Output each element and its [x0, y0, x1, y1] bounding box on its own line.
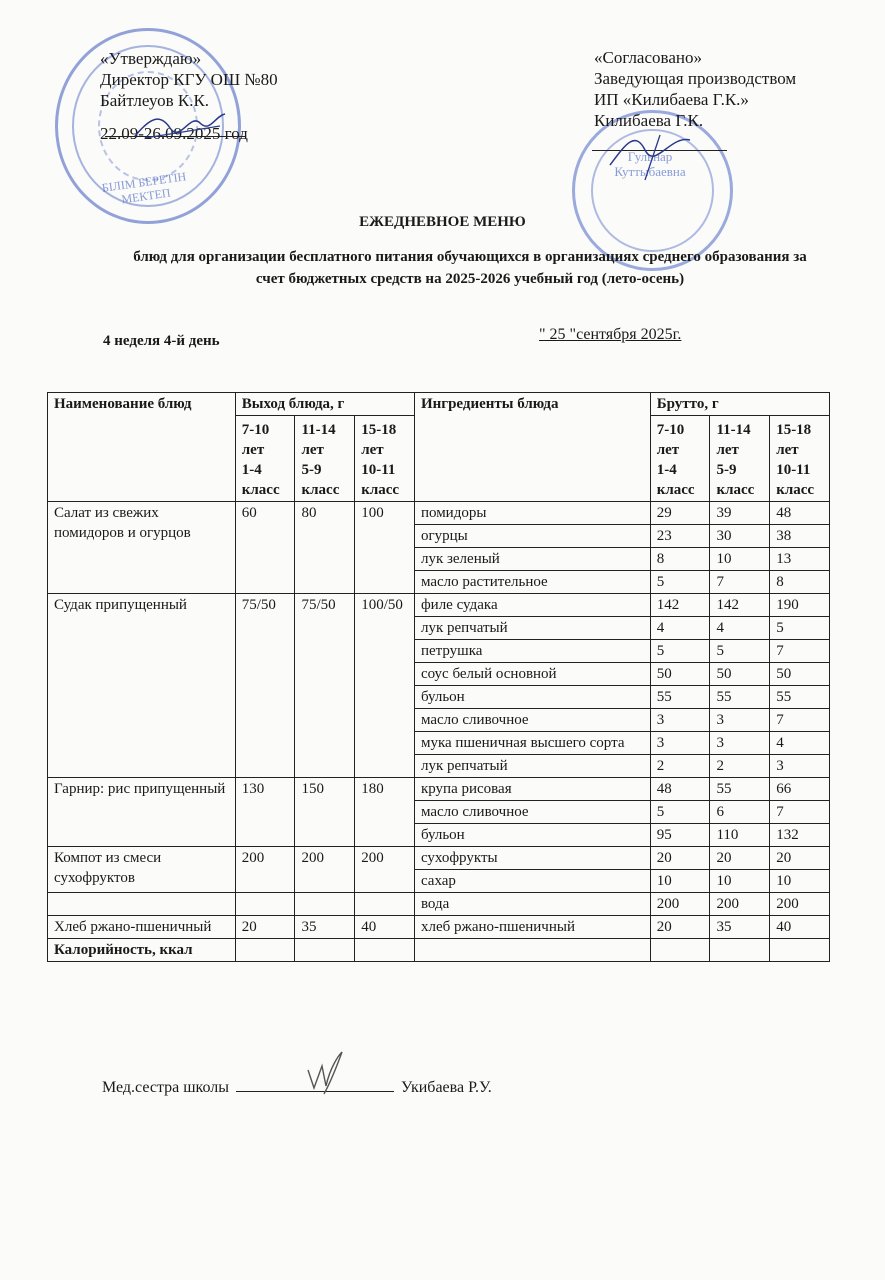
ingredient-gross: 4 — [770, 732, 830, 755]
ingredient-name: соус белый основной — [414, 663, 650, 686]
dish-name: Компот из смеси сухофруктов — [48, 847, 236, 893]
menu-table — [47, 392, 830, 962]
ingredient-gross: 5 — [710, 640, 770, 663]
header-age-line: класс — [301, 482, 340, 498]
dish-output: 75/50 — [235, 594, 295, 778]
agreement-block — [594, 47, 796, 131]
table-row — [48, 916, 830, 939]
header-age-group — [710, 416, 770, 502]
ingredient-gross: 7 — [770, 640, 830, 663]
ingredient-gross: 50 — [770, 663, 830, 686]
header-age-line: класс — [361, 482, 400, 498]
ingredient-gross: 48 — [650, 778, 710, 801]
header-age-line: 11-14 — [301, 422, 336, 438]
ingredient-gross: 3 — [650, 732, 710, 755]
approval-signature-icon — [130, 108, 230, 143]
ingredient-gross: 55 — [650, 686, 710, 709]
document-title: ЕЖЕДНЕВНОЕ МЕНЮ — [359, 214, 526, 230]
header-age-group — [295, 416, 355, 502]
ingredient-gross: 2 — [650, 755, 710, 778]
ingredient-gross: 7 — [710, 571, 770, 594]
ingredient-gross: 55 — [710, 778, 770, 801]
header-dish-name: Наименование блюд — [48, 393, 236, 502]
calories-value — [710, 939, 770, 962]
dish-output: 60 — [235, 502, 295, 594]
ingredient-name: лук репчатый — [414, 617, 650, 640]
agreement-line: ИП «Килибаева Г.К.» — [594, 90, 749, 109]
nurse-signature-icon — [300, 1048, 350, 1098]
approval-line: «Утверждаю» — [100, 49, 202, 68]
dish-output: 130 — [235, 778, 295, 847]
header-age-line: лет — [656, 442, 680, 458]
dish-output: 40 — [355, 916, 415, 939]
agreement-line: «Согласовано» — [594, 48, 702, 67]
header-age-line: 7-10 — [656, 422, 685, 438]
ingredient-gross: 8 — [650, 548, 710, 571]
ingredient-gross: 29 — [650, 502, 710, 525]
header-age-group — [355, 416, 415, 502]
ingredient-gross: 30 — [710, 525, 770, 548]
ingredient-gross: 20 — [770, 847, 830, 870]
header-age-line: лет — [241, 442, 265, 458]
table-row — [48, 893, 830, 916]
ingredient-gross: 3 — [650, 709, 710, 732]
ingredient-name: помидоры — [414, 502, 650, 525]
calories-value — [235, 939, 295, 962]
header-age-line: 1-4 — [656, 462, 677, 478]
header-age-line: 10-11 — [776, 462, 811, 478]
table-row — [48, 778, 830, 801]
dish-output: 35 — [295, 916, 355, 939]
calories-value — [414, 939, 650, 962]
header-age-line: 15-18 — [776, 422, 812, 438]
header-age-line: 7-10 — [241, 422, 270, 438]
ingredient-name: лук репчатый — [414, 755, 650, 778]
header-age-line: 5-9 — [301, 462, 322, 478]
ingredient-gross: 7 — [770, 709, 830, 732]
ingredient-gross: 200 — [710, 893, 770, 916]
ingredient-gross: 5 — [770, 617, 830, 640]
ingredient-gross: 10 — [710, 870, 770, 893]
header-age-line: класс — [716, 482, 755, 498]
ingredient-gross: 3 — [710, 732, 770, 755]
calories-value — [650, 939, 710, 962]
header-age-line: класс — [656, 482, 695, 498]
calories-value — [295, 939, 355, 962]
approval-line: 22.09-26.09.2025 год — [100, 124, 248, 143]
dish-output — [295, 893, 355, 916]
dish-output — [235, 893, 295, 916]
dish-output: 150 — [295, 778, 355, 847]
ingredient-gross: 13 — [770, 548, 830, 571]
week-day: 4 неделя 4-й день — [103, 333, 220, 349]
dish-name: Гарнир: рис припущенный — [48, 778, 236, 847]
ingredient-name: вода — [414, 893, 650, 916]
dish-name — [48, 893, 236, 916]
dish-output: 75/50 — [295, 594, 355, 778]
dish-name: Судак припущенный — [48, 594, 236, 778]
ingredient-gross: 142 — [710, 594, 770, 617]
ingredient-name: мука пшеничная высшего сорта — [414, 732, 650, 755]
ingredient-gross: 10 — [710, 548, 770, 571]
menu-date: " 25 "сентября 2025г. — [539, 326, 682, 343]
ingredient-name: филе судака — [414, 594, 650, 617]
header-age-line: лет — [301, 442, 324, 458]
ingredient-gross: 38 — [770, 525, 830, 548]
calories-label: Калорийность, ккал — [48, 939, 236, 962]
ingredient-gross: 132 — [770, 824, 830, 847]
dish-output: 180 — [355, 778, 415, 847]
ingredient-gross: 200 — [650, 893, 710, 916]
header-age-line: лет — [776, 442, 799, 458]
ingredient-name: масло растительное — [414, 571, 650, 594]
dish-name: Салат из свежих помидоров и огурцов — [48, 502, 236, 594]
ingredient-gross: 39 — [710, 502, 770, 525]
ingredient-gross: 66 — [770, 778, 830, 801]
ingredient-gross: 2 — [710, 755, 770, 778]
header-age-line: 5-9 — [716, 462, 737, 478]
header-age-group — [770, 416, 830, 502]
document-subtitle: блюд для организации бесплатного питания обучающихся в организациях среднего образования за счет бюджетных средств на 2025-2026 учебный год (лето-осень) — [133, 249, 807, 287]
calories-value — [770, 939, 830, 962]
dish-output: 80 — [295, 502, 355, 594]
table-row — [48, 594, 830, 617]
header-age-line: 1-4 — [241, 462, 262, 478]
header-age-line: 10-11 — [361, 462, 396, 478]
ingredient-gross: 55 — [770, 686, 830, 709]
header-gross: Брутто, г — [650, 393, 829, 416]
header-age-line: 15-18 — [361, 422, 397, 438]
ingredient-gross: 110 — [710, 824, 770, 847]
header-age-line: 11-14 — [716, 422, 751, 438]
header-age-line: класс — [241, 482, 280, 498]
producer-stamp-text-1: Гульнар — [627, 149, 673, 164]
ingredient-name: хлеб ржано-пшеничный — [414, 916, 650, 939]
ingredient-name: масло сливочное — [414, 709, 650, 732]
approval-line: Директор КГУ ОШ №80 — [100, 70, 278, 89]
ingredient-gross: 10 — [650, 870, 710, 893]
header-age-group — [650, 416, 710, 502]
ingredient-name: масло сливочное — [414, 801, 650, 824]
ingredient-gross: 6 — [710, 801, 770, 824]
ingredient-gross: 95 — [650, 824, 710, 847]
ingredient-name: бульон — [414, 824, 650, 847]
ingredient-gross: 10 — [770, 870, 830, 893]
nurse-name: Укибаева Р.У. — [401, 1079, 492, 1096]
ingredient-gross: 8 — [770, 571, 830, 594]
agreement-line: Килибаева Г.К. — [594, 111, 704, 130]
ingredient-gross: 190 — [770, 594, 830, 617]
ingredient-gross: 5 — [650, 801, 710, 824]
ingredient-gross: 20 — [710, 847, 770, 870]
agreement-signature-icon — [600, 125, 710, 185]
ingredient-gross: 23 — [650, 525, 710, 548]
ingredient-name: сухофрукты — [414, 847, 650, 870]
ingredient-gross: 142 — [650, 594, 710, 617]
nurse-role: Мед.сестра школы — [102, 1079, 230, 1096]
ingredient-gross: 5 — [650, 571, 710, 594]
header-ingredients: Ингредиенты блюда — [414, 393, 650, 502]
ingredient-gross: 5 — [650, 640, 710, 663]
ingredient-gross: 3 — [770, 755, 830, 778]
header-output: Выход блюда, г — [235, 393, 414, 416]
ingredient-gross: 4 — [710, 617, 770, 640]
ingredient-gross: 3 — [710, 709, 770, 732]
ingredient-gross: 7 — [770, 801, 830, 824]
dish-output: 20 — [235, 916, 295, 939]
ingredient-gross: 35 — [710, 916, 770, 939]
agreement-line: Заведующая производством — [594, 69, 797, 88]
header-age-group — [235, 416, 295, 502]
school-stamp-text: БІЛІМ БЕРЕТІН МЕКТЕП — [100, 169, 188, 207]
ingredient-gross: 50 — [710, 663, 770, 686]
ingredient-gross: 50 — [650, 663, 710, 686]
ingredient-gross: 40 — [770, 916, 830, 939]
dish-output: 200 — [355, 847, 415, 893]
dish-output: 100 — [355, 502, 415, 594]
ingredient-gross: 4 — [650, 617, 710, 640]
approval-line: Байтлеуов К.К. — [100, 91, 210, 110]
ingredient-gross: 200 — [770, 893, 830, 916]
producer-stamp-text-2: Куттыбаевна — [614, 164, 686, 179]
dish-name: Хлеб ржано-пшеничный — [48, 916, 236, 939]
header-age-line: лет — [716, 442, 739, 458]
calories-row — [48, 939, 830, 962]
ingredient-name: бульон — [414, 686, 650, 709]
header-age-line: класс — [776, 482, 815, 498]
ingredient-name: петрушка — [414, 640, 650, 663]
header-age-line: лет — [361, 442, 384, 458]
dish-output — [355, 893, 415, 916]
footer-signature — [102, 1077, 492, 1097]
calories-value — [355, 939, 415, 962]
ingredient-gross: 20 — [650, 916, 710, 939]
dish-output: 100/50 — [355, 594, 415, 778]
ingredient-name: лук зеленый — [414, 548, 650, 571]
ingredient-name: огурцы — [414, 525, 650, 548]
dish-output: 200 — [295, 847, 355, 893]
ingredient-gross: 48 — [770, 502, 830, 525]
ingredient-gross: 20 — [650, 847, 710, 870]
ingredient-name: сахар — [414, 870, 650, 893]
table-row — [48, 502, 830, 525]
table-row — [48, 847, 830, 870]
ingredient-name: крупа рисовая — [414, 778, 650, 801]
ingredient-gross: 55 — [710, 686, 770, 709]
dish-output: 200 — [235, 847, 295, 893]
